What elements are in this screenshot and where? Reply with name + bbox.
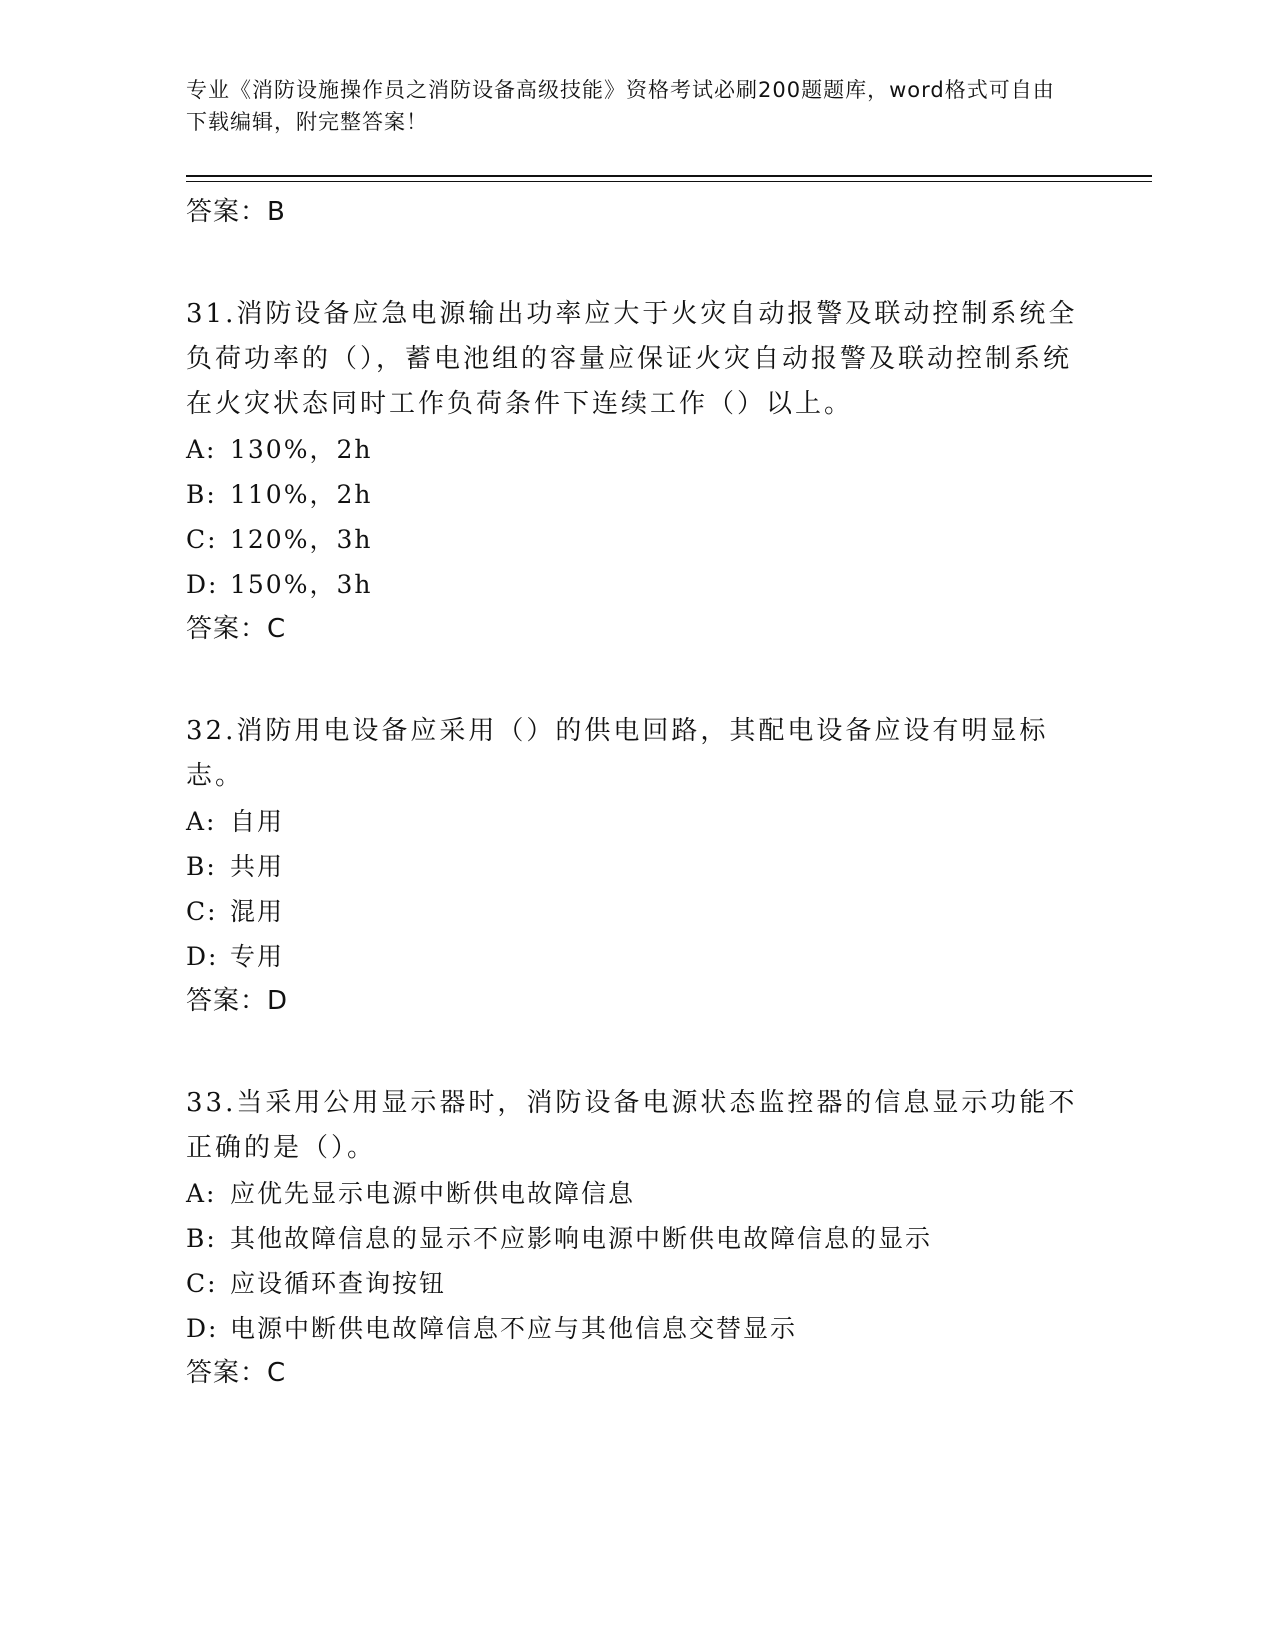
option-c [186,1261,1086,1306]
option-text: 120%，3h [230,525,373,554]
header-rule-thin [186,181,1152,182]
question-stem: 31.消防设备应急电源输出功率应大于火灾自动报警及联动控制系统全负荷功率的（），蓄电池组的容量应保证火灾自动报警及联动控制系统在火灾状态同时工作负荷条件下连续工作（）以上。 [186,299,1078,419]
question-stem: 33.当采用公用显示器时，消防设备电源状态监控器的信息显示功能不正确的是（）。 [186,1088,1078,1163]
option-a [186,427,1086,472]
answer: 答案：C [186,1358,287,1388]
option-key: C: [186,525,218,554]
question-stem: 32.消防用电设备应采用（）的供电回路，其配电设备应设有明显标志。 [186,716,1049,791]
option-key: C: [186,1269,218,1298]
option-d [186,934,1086,979]
answer: 答案：C [186,614,287,644]
question-33 [186,1081,1086,1395]
option-text: 电源中断供电故障信息不应与其他信息交替显示 [230,1314,798,1343]
option-text: 110%，2h [230,480,373,509]
option-key: A: [186,807,217,836]
option-b [186,844,1086,889]
question-32 [186,709,1086,1023]
option-d [186,1306,1086,1351]
option-key: B: [186,480,217,509]
option-a [186,799,1086,844]
option-text: 150%，3h [230,570,373,599]
option-text: 混用 [230,897,285,926]
answer: 答案：D [186,986,289,1016]
option-d [186,562,1086,607]
previous-answer: 答案：B [186,197,286,227]
option-key: A: [186,435,217,464]
option-key: B: [186,852,217,881]
option-text: 其他故障信息的显示不应影响电源中断供电故障信息的显示 [230,1224,933,1253]
option-text: 专用 [230,942,285,971]
option-text: 应优先显示电源中断供电故障信息 [230,1179,636,1208]
option-c [186,889,1086,934]
option-text: 130%，2h [230,435,373,464]
option-b [186,1216,1086,1261]
option-text: 共用 [230,852,285,881]
option-text: 应设循环查询按钮 [230,1269,447,1298]
option-b [186,472,1086,517]
option-key: D: [186,1314,219,1343]
option-text: 自用 [230,807,285,836]
question-31 [186,292,1086,651]
header-note: 专业《消防设施操作员之消防设备高级技能》资格考试必刷200题题库，word格式可自由下载编辑，附完整答案！ [186,78,1055,134]
question-list [186,190,1086,1395]
option-key: A: [186,1179,217,1208]
option-key: C: [186,897,218,926]
option-a [186,1171,1086,1216]
option-key: D: [186,942,219,971]
option-key: B: [186,1224,217,1253]
header-rule-thick [186,175,1152,177]
option-c [186,517,1086,562]
option-key: D: [186,570,219,599]
